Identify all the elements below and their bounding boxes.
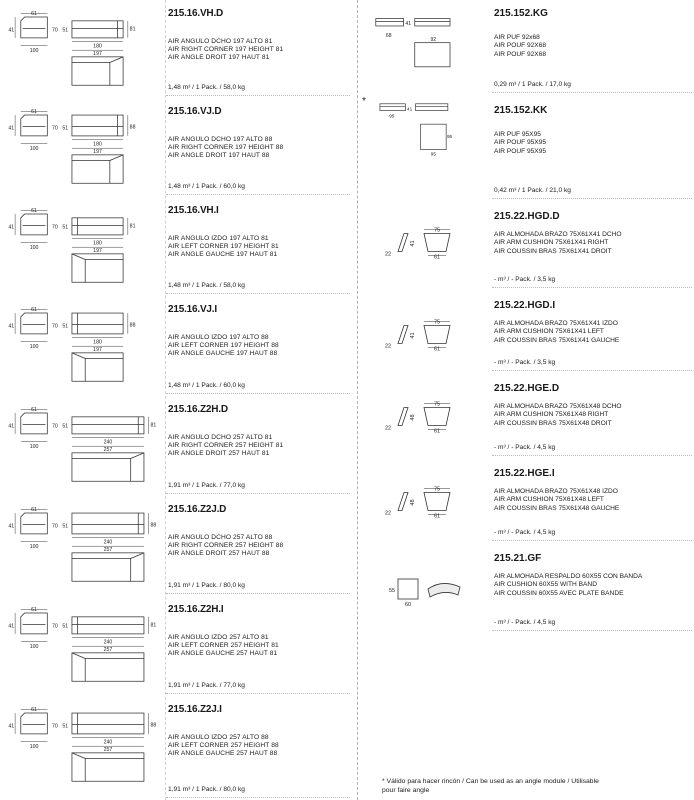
seat-outline — [72, 459, 131, 482]
side-profile — [21, 214, 48, 235]
description-line: AIR ANGULO IZDO 257 ALTO 81 — [168, 634, 269, 641]
description-line: AIR ANGULO DCHO 257 ALTO 81 — [168, 434, 273, 441]
height-label: 81 — [150, 622, 157, 629]
sofa-technical-drawing — [0, 396, 160, 486]
height-label: 51 — [62, 125, 69, 132]
product-technical-drawing — [362, 460, 487, 550]
sofa-technical-drawing — [0, 296, 160, 386]
product-technical-drawing — [362, 292, 487, 382]
product-technical-drawing — [362, 0, 487, 90]
description-line: AIR ANGULO DCHO 197 ALTO 81 — [168, 38, 273, 45]
product-description — [168, 734, 279, 759]
product-technical-drawing — [362, 97, 487, 187]
height-label: 51 — [62, 224, 69, 231]
footnote-line: * Válido para hacer rincón / Can be used as an angle module / Utilisable — [382, 778, 599, 785]
back-cushion-front-view — [398, 579, 418, 599]
side-profile — [21, 613, 48, 634]
depth-label: 22 — [384, 343, 392, 350]
top-view — [72, 353, 123, 381]
height-label: 70 — [51, 323, 58, 330]
product-item — [0, 596, 350, 696]
height-label: 41 — [8, 323, 15, 330]
sofa-technical-drawing — [0, 696, 160, 786]
description-line: AIR ALMOHADA BRAZO 75X61X41 IZDO — [494, 320, 618, 327]
depth-label: 95 — [389, 113, 395, 119]
depth-label: 100 — [29, 344, 39, 351]
depth-label: 68 — [385, 33, 392, 40]
product-code: 215.22.HGD.D — [494, 211, 560, 222]
height-label: 81 — [129, 223, 136, 230]
product-code: 215.16.Z2H.D — [168, 404, 228, 415]
item-separator — [166, 693, 350, 694]
item-separator — [492, 287, 692, 288]
description-line: AIR ANGLE DROIT 197 HAUT 88 — [168, 152, 270, 160]
width-label: 92 — [430, 36, 437, 43]
description-line: AIR ANGLE GAUCHE 257 HAUT 81 — [168, 650, 278, 658]
seat-outline — [72, 161, 110, 184]
product-code: 215.16.VH.D — [168, 8, 224, 19]
product-item — [0, 396, 350, 496]
packaging-info: 1,48 m³ / 1 Pack. / 58,0 kg — [168, 282, 245, 289]
length-label: 197 — [93, 346, 102, 353]
height-label: 88 — [150, 522, 157, 529]
item-separator — [166, 194, 350, 195]
height-label: 41 — [405, 21, 412, 28]
length-label: 180 — [93, 43, 102, 50]
packaging-info: 1,91 m³ / 1 Pack. / 80,0 kg — [168, 582, 245, 589]
corner-line — [131, 553, 144, 559]
cushion-side-view — [398, 326, 408, 344]
width-label: 75 — [433, 401, 441, 408]
description-line: AIR POUF 92X68 — [494, 50, 547, 58]
height-label: 48 — [410, 499, 416, 506]
product-code: 215.16.Z2J.I — [168, 704, 222, 715]
seat-outline — [85, 659, 144, 682]
product-description — [494, 488, 619, 513]
height-label: 70 — [51, 27, 58, 34]
product-description — [494, 573, 642, 598]
product-code: 215.152.KG — [494, 8, 548, 19]
item-separator — [492, 455, 692, 456]
product-description — [168, 634, 279, 659]
depth-label: 100 — [29, 644, 39, 651]
column-divider — [357, 0, 358, 800]
description-line: AIR ARM CUSHION 75X61X48 LEFT — [494, 496, 604, 504]
description-line: AIR COUSSIN BRAS 75X61X41 DROIT — [494, 247, 612, 255]
packaging-info: 1,48 m³ / 1 Pack. / 58,0 kg — [168, 84, 245, 91]
sofa-technical-drawing — [0, 98, 160, 188]
description-line: AIR ARM CUSHION 75X61X48 RIGHT — [494, 411, 609, 419]
description-line: AIR ALMOHADA BRAZO 75X61X41 DCHO — [494, 231, 622, 238]
packaging-info: 1,48 m³ / 1 Pack. / 60,0 kg — [168, 183, 245, 190]
pouf-front-view — [415, 19, 450, 26]
top-view — [72, 57, 123, 85]
depth-label: 100 — [29, 744, 39, 751]
width-label: 61 — [31, 208, 37, 215]
height-label: 48 — [410, 414, 416, 421]
description-line: AIR POUF 92X68 — [494, 42, 547, 50]
description-line: AIR ARM CUSHION 75X61X41 LEFT — [494, 328, 604, 336]
description-line: AIR COUSSIN BRAS 75X61X41 GAUCHE — [494, 336, 620, 344]
width-label: 75 — [433, 319, 441, 326]
back-cushion-3d-view — [428, 583, 460, 597]
width-label: 60 — [404, 602, 412, 608]
length-label: 240 — [103, 439, 113, 446]
height-label: 41 — [8, 723, 15, 730]
side-profile — [21, 413, 48, 434]
product-item — [362, 97, 694, 203]
cushion-side-view — [398, 493, 408, 511]
length-label: 197 — [93, 148, 102, 155]
length-label: 180 — [93, 240, 102, 247]
length-label: 240 — [103, 639, 113, 646]
cushion-side-view — [398, 234, 408, 252]
cushion-top-view — [424, 326, 450, 344]
product-description — [168, 534, 283, 559]
length-label: 257 — [103, 446, 113, 453]
sofa-technical-drawing — [0, 596, 160, 686]
top-view — [72, 155, 123, 183]
description-line: AIR RIGHT CORNER 257 HEIGHT 88 — [168, 542, 284, 550]
product-description — [168, 334, 279, 359]
product-item — [0, 296, 350, 396]
description-line: AIR ANGULO IZDO 197 ALTO 81 — [168, 235, 269, 242]
description-line: AIR POUF 95X95 — [494, 139, 547, 147]
description-line: AIR ANGULO IZDO 257 ALTO 88 — [168, 734, 269, 741]
description-line: AIR PUF 95X95 — [494, 131, 541, 138]
depth-label: 100 — [29, 146, 39, 153]
item-separator — [492, 370, 692, 371]
front-view — [72, 617, 144, 634]
product-code: 215.16.Z2H.I — [168, 604, 224, 615]
height-label: 88 — [150, 722, 157, 729]
height-label: 70 — [51, 423, 58, 430]
depth-label: 95 — [446, 133, 453, 139]
product-code: 215.21.GF — [494, 553, 542, 564]
height-label: 41 — [410, 332, 416, 339]
description-line: AIR ALMOHADA BRAZO 75X61X48 IZDO — [494, 488, 618, 495]
height-label: 41 — [410, 240, 416, 247]
angle-module-marker: * — [362, 96, 366, 107]
width-label: 61 — [31, 11, 37, 18]
product-item — [362, 0, 694, 97]
height-label: 88 — [129, 322, 136, 329]
corner-line — [131, 453, 144, 459]
top-view — [72, 254, 123, 282]
depth-label: 22 — [384, 251, 392, 258]
product-item — [0, 0, 350, 98]
height-label: 41 — [8, 423, 15, 430]
description-line: AIR LEFT CORNER 257 HEIGHT 81 — [168, 642, 279, 650]
width-label: 75 — [433, 227, 441, 234]
product-technical-drawing — [362, 375, 487, 465]
product-description — [494, 231, 622, 256]
packaging-info: - m³ / - Pack. / 4,5 kg — [494, 529, 556, 536]
product-code: 215.22.HGD.I — [494, 300, 556, 311]
height-label: 41 — [8, 224, 15, 231]
description-line: AIR COUSSIN 60X55 AVEC PLATE BANDE — [494, 589, 624, 597]
depth-label: 100 — [29, 544, 39, 551]
length-label: 257 — [103, 746, 113, 753]
description-line: AIR LEFT CORNER 197 HEIGHT 81 — [168, 243, 279, 251]
packaging-info: 0,29 m³ / 1 Pack. / 17,0 kg — [494, 81, 571, 88]
height-label: 70 — [51, 723, 58, 730]
description-line: AIR RIGHT CORNER 257 HEIGHT 81 — [168, 442, 284, 450]
pouf-top-view — [415, 43, 450, 67]
description-line: AIR ANGULO DCHO 257 ALTO 88 — [168, 534, 273, 541]
description-line: AIR RIGHT CORNER 197 HEIGHT 88 — [168, 144, 284, 152]
product-code: 215.152.KK — [494, 105, 548, 116]
packaging-info: - m³ / - Pack. / 3,5 kg — [494, 276, 556, 283]
seat-outline — [72, 63, 110, 86]
item-separator — [166, 293, 350, 294]
item-separator — [492, 630, 692, 631]
side-profile — [21, 313, 48, 334]
width-label: 61 — [31, 407, 37, 414]
packaging-info: 1,91 m³ / 1 Pack. / 80,0 kg — [168, 786, 245, 793]
description-line: AIR LEFT CORNER 257 HEIGHT 88 — [168, 742, 279, 750]
description-line: AIR ANGLE GAUCHE 197 HAUT 88 — [168, 350, 278, 358]
height-label: 51 — [62, 27, 69, 34]
product-technical-drawing — [362, 203, 487, 293]
width-label: 75 — [433, 486, 441, 493]
product-item — [362, 203, 694, 292]
length-label: 180 — [93, 141, 102, 148]
height-label: 41 — [8, 27, 15, 34]
height-label: 41 — [8, 623, 15, 630]
product-code: 215.22.HGE.I — [494, 468, 555, 479]
front-view — [72, 218, 123, 235]
front-view — [72, 713, 144, 734]
front-view — [72, 115, 123, 136]
seat-outline — [85, 759, 144, 782]
height-label: 70 — [51, 224, 58, 231]
description-line: AIR COUSSIN BRAS 75X61X48 GAUCHE — [494, 504, 620, 512]
product-item — [0, 98, 350, 197]
sofa-technical-drawing — [0, 0, 160, 90]
cushion-top-view — [424, 493, 450, 511]
product-item — [362, 545, 694, 635]
side-profile — [21, 17, 48, 38]
description-line: AIR PUF 92x68 — [494, 34, 540, 41]
height-label: 70 — [51, 125, 58, 132]
description-line: AIR ANGLE GAUCHE 257 HAUT 88 — [168, 750, 278, 758]
packaging-info: 1,91 m³ / 1 Pack. / 77,0 kg — [168, 482, 245, 489]
pouf-side-view — [376, 19, 404, 26]
height-label: 41 — [8, 523, 15, 530]
packaging-info: 1,91 m³ / 1 Pack. / 77,0 kg — [168, 682, 245, 689]
height-label: 41 — [407, 106, 413, 112]
depth-label: 100 — [29, 444, 39, 451]
item-separator — [166, 797, 350, 798]
width-label: 61 — [31, 109, 37, 116]
product-item — [0, 696, 350, 800]
width-label: 61 — [31, 307, 37, 314]
item-separator — [492, 92, 692, 93]
product-description — [168, 38, 283, 63]
height-label: 81 — [129, 26, 136, 33]
height-label: 70 — [51, 623, 58, 630]
side-profile — [21, 513, 48, 534]
description-line: AIR ANGULO DCHO 197 ALTO 88 — [168, 136, 273, 143]
product-code: 215.22.HGE.D — [494, 383, 560, 394]
width-label: 61 — [31, 507, 37, 514]
length-label: 257 — [103, 546, 113, 553]
packaging-info: - m³ / - Pack. / 3,5 kg — [494, 359, 556, 366]
packaging-info: - m³ / - Pack. / 4,5 kg — [494, 444, 556, 451]
description-line: AIR CUSHION 60X55 WITH BAND — [494, 581, 597, 589]
pouf-front-view — [416, 104, 448, 111]
height-label: 51 — [62, 323, 69, 330]
description-line: AIR ANGLE DROIT 257 HAUT 81 — [168, 450, 270, 458]
product-item — [0, 496, 350, 596]
product-code: 215.16.VJ.I — [168, 304, 217, 315]
side-profile — [21, 115, 48, 136]
front-view — [72, 513, 144, 534]
length-label: 61 — [433, 513, 441, 520]
length-label: 61 — [433, 428, 441, 435]
height-label: 81 — [150, 422, 157, 429]
item-separator — [166, 493, 350, 494]
description-line: AIR COUSSIN BRAS 75X61X48 DROIT — [494, 419, 612, 427]
description-line: AIR ALMOHADA BRAZO 75X61X48 DCHO — [494, 403, 622, 410]
seat-outline — [85, 260, 123, 283]
corner-line — [72, 653, 85, 659]
description-line: AIR ANGLE DROIT 257 HAUT 88 — [168, 550, 270, 558]
product-item — [0, 197, 350, 296]
length-label: 197 — [93, 247, 102, 254]
product-description — [494, 403, 622, 428]
width-label: 95 — [430, 151, 437, 157]
depth-label: 22 — [384, 510, 392, 517]
product-code: 215.16.Z2J.D — [168, 504, 227, 515]
width-label: 61 — [31, 607, 37, 614]
length-label: 240 — [103, 739, 113, 746]
product-code: 215.16.VH.I — [168, 205, 219, 216]
description-line: AIR ALMOHADA RESPALDO 60X55 CON BANDA — [494, 573, 643, 580]
cushion-top-view — [424, 408, 450, 426]
packaging-info: 0,42 m³ / 1 Pack. / 21,0 kg — [494, 187, 571, 194]
side-profile — [21, 713, 48, 734]
corner-line — [110, 155, 123, 161]
pouf-side-view — [380, 104, 405, 111]
description-line: AIR ANGLE GAUCHE 197 HAUT 81 — [168, 251, 278, 259]
description-line: AIR ANGULO IZDO 197 ALTO 88 — [168, 334, 269, 341]
depth-label: 100 — [29, 48, 39, 55]
cushion-side-view — [398, 408, 408, 426]
front-view — [72, 417, 144, 434]
description-line: AIR ARM CUSHION 75X61X41 RIGHT — [494, 239, 609, 247]
product-description — [168, 235, 279, 260]
product-code: 215.16.VJ.D — [168, 106, 222, 117]
product-description — [494, 320, 619, 345]
cushion-top-view — [424, 234, 450, 252]
front-view — [72, 313, 123, 334]
seat-outline — [72, 559, 131, 582]
height-label: 70 — [51, 523, 58, 530]
footnote — [382, 778, 682, 795]
height-label: 51 — [62, 723, 69, 730]
depth-label: 100 — [29, 245, 39, 252]
corner-line — [72, 753, 85, 759]
corner-line — [110, 57, 123, 63]
length-label: 257 — [103, 646, 113, 653]
height-label: 51 — [62, 423, 69, 430]
item-separator — [492, 540, 692, 541]
height-label: 55 — [388, 588, 396, 594]
item-separator — [492, 198, 692, 199]
item-separator — [166, 95, 350, 96]
product-technical-drawing — [362, 545, 487, 635]
corner-line — [72, 254, 85, 260]
length-label: 61 — [433, 254, 441, 261]
length-label: 240 — [103, 539, 113, 546]
width-label: 61 — [31, 707, 37, 714]
item-separator — [166, 393, 350, 394]
packaging-info: - m³ / - Pack. / 4,5 kg — [494, 619, 556, 626]
length-label: 61 — [433, 346, 441, 353]
product-item — [362, 460, 694, 545]
length-label: 197 — [93, 50, 102, 57]
product-description — [168, 434, 283, 459]
corner-line — [72, 353, 85, 359]
packaging-info: 1,48 m³ / 1 Pack. / 60,0 kg — [168, 382, 245, 389]
product-description — [494, 131, 546, 156]
product-description — [168, 136, 283, 161]
description-line: AIR RIGHT CORNER 197 HEIGHT 81 — [168, 46, 284, 54]
front-view — [72, 21, 123, 38]
footnote-line: pour faire angle — [382, 786, 430, 794]
depth-label: 22 — [384, 425, 392, 432]
seat-outline — [85, 359, 123, 382]
height-label: 41 — [8, 125, 15, 132]
description-line: AIR LEFT CORNER 197 HEIGHT 88 — [168, 342, 279, 350]
sofa-technical-drawing — [0, 197, 160, 287]
description-line: AIR POUF 95X95 — [494, 147, 547, 155]
pouf-top-view — [421, 124, 446, 149]
description-line: AIR ANGLE DROIT 197 HAUT 81 — [168, 54, 270, 62]
product-item — [362, 292, 694, 375]
sofa-technical-drawing — [0, 496, 160, 586]
height-label: 88 — [129, 124, 136, 131]
product-item — [362, 375, 694, 460]
product-description — [494, 34, 546, 59]
item-separator — [166, 593, 350, 594]
height-label: 51 — [62, 623, 69, 630]
length-label: 180 — [93, 339, 102, 346]
height-label: 51 — [62, 523, 69, 530]
